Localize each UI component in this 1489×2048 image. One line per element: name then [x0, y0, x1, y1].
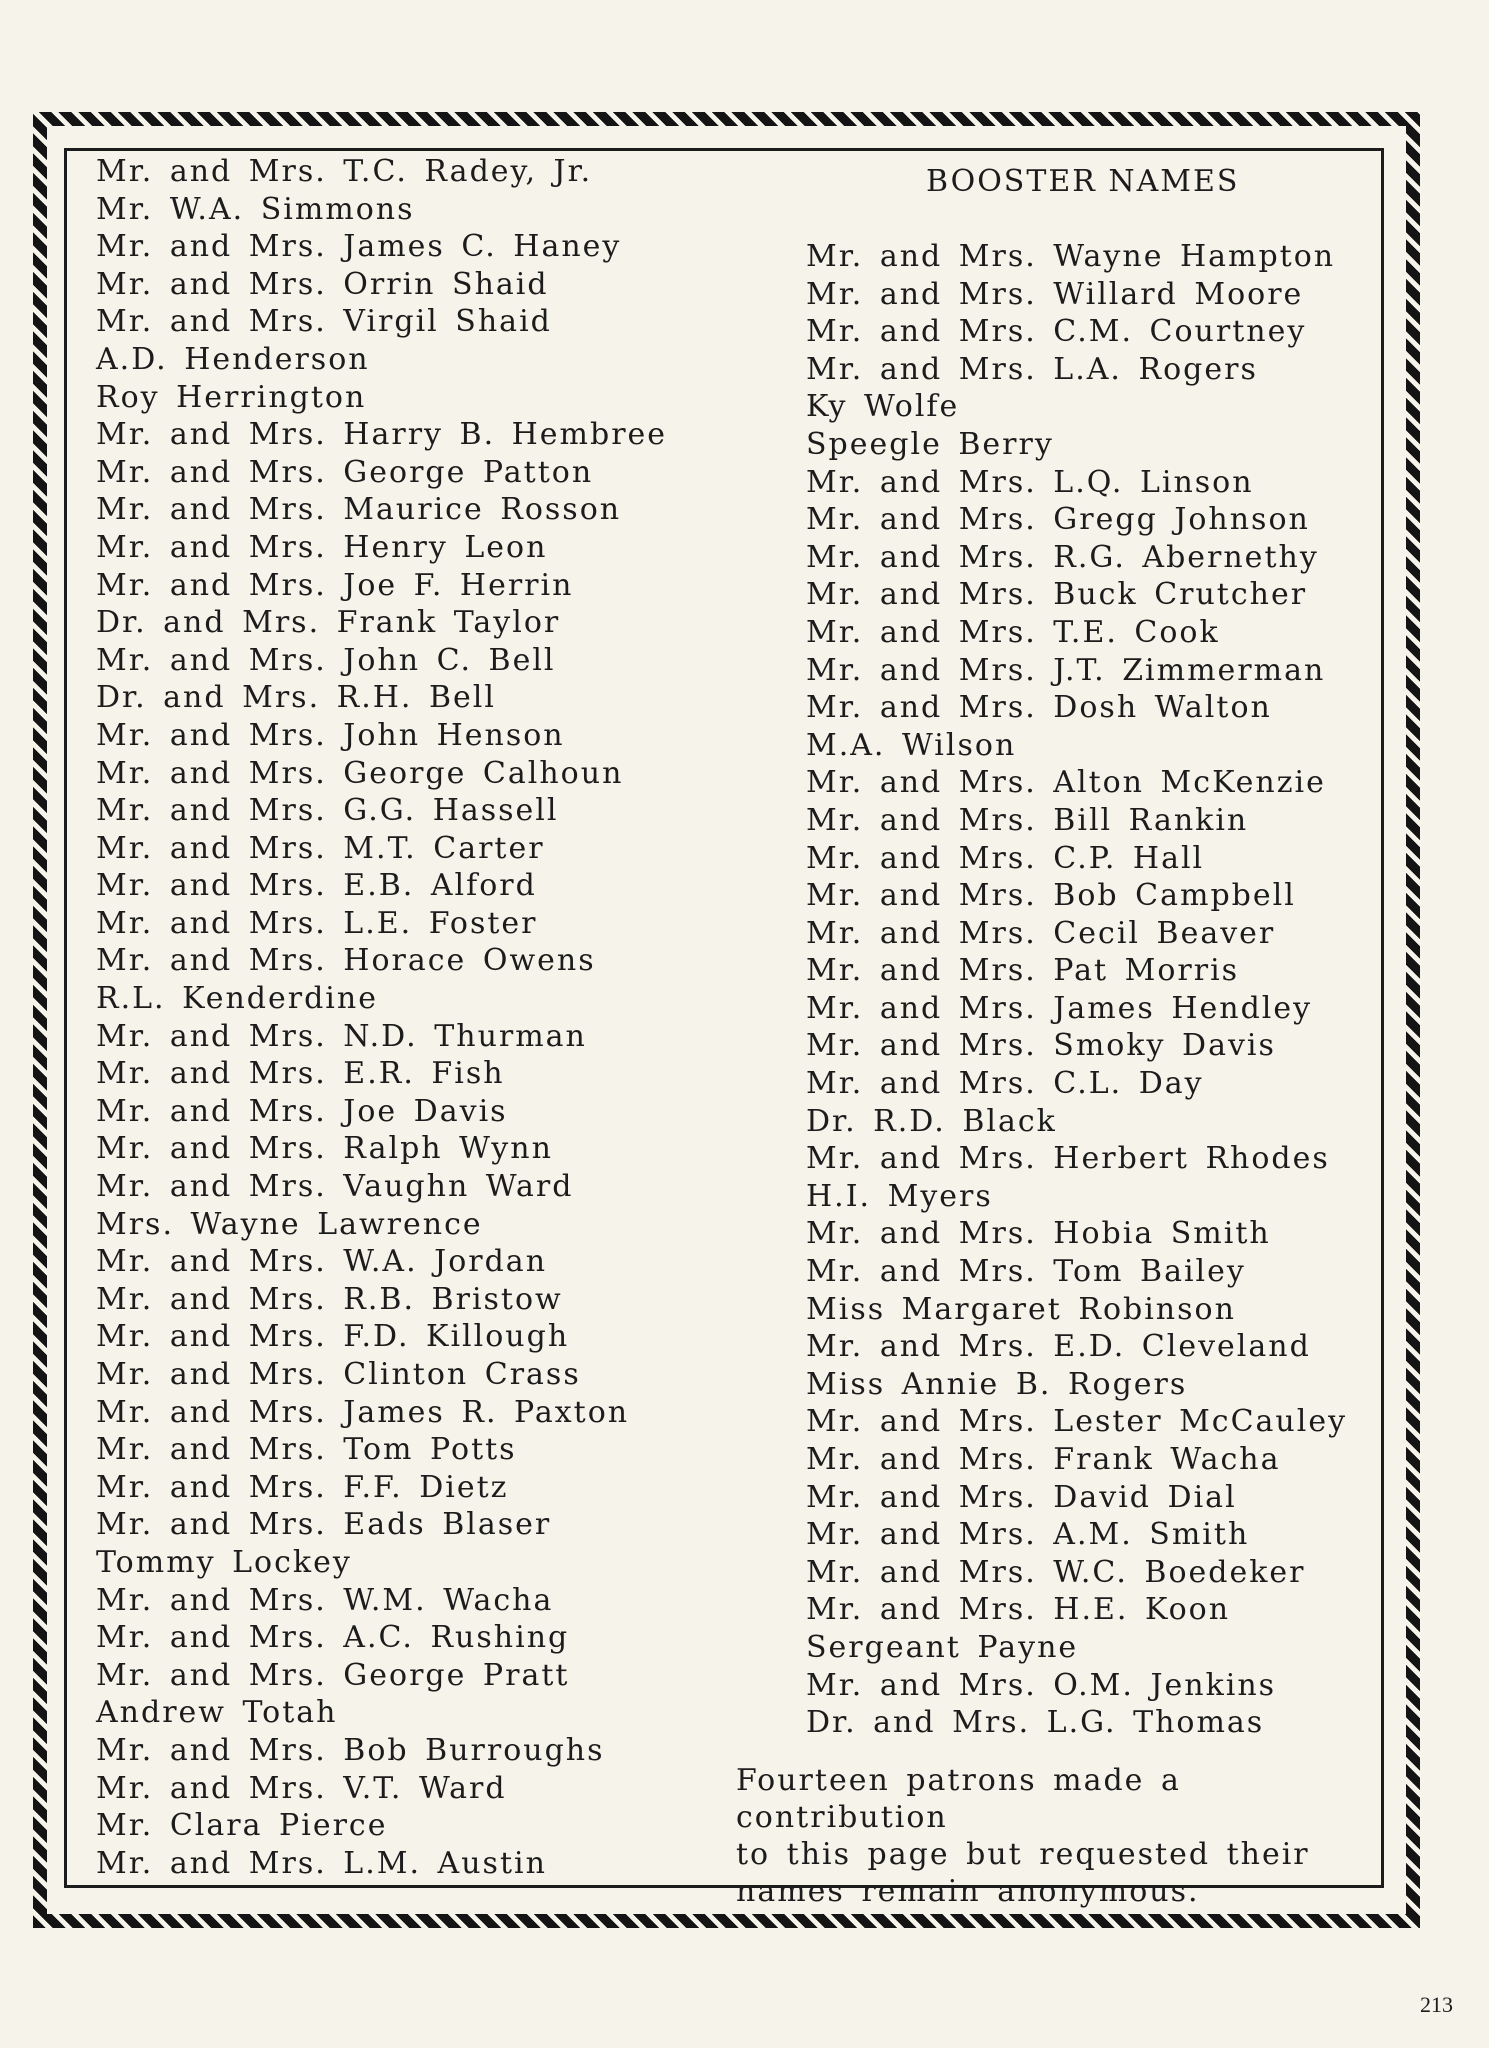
name-line: Mr. and Mrs. C.P. Hall [806, 840, 1205, 876]
name-line: Mr. and Mrs. W.A. Jordan [96, 1244, 548, 1280]
name-line: Mr. and Mrs. T.C. Radey, Jr. [96, 154, 593, 189]
name-line: Mr. and Mrs. L.E. Foster [96, 905, 538, 941]
name-line: Mr. and Mrs. Bob Burroughs [96, 1732, 605, 1768]
name-line: Mr. and Mrs. Smoky Davis [806, 1028, 1276, 1064]
note-line: to this page but requested their [736, 1837, 1310, 1872]
name-line: Mr. and Mrs. Pat Morris [806, 953, 1240, 989]
name-line: R.L. Kenderdine [96, 981, 378, 1017]
name-line: Mr. and Mrs. Gregg Johnson [806, 502, 1310, 538]
name-line: Dr. and Mrs. R.H. Bell [96, 680, 496, 716]
name-line: Dr. and Mrs. Frank Taylor [96, 605, 561, 641]
name-line: Miss Margaret Robinson [806, 1291, 1236, 1327]
name-line: Mr. and Mrs. Buck Crutcher [806, 577, 1308, 613]
name-line: Mr. and Mrs. W.M. Wacha [96, 1582, 554, 1618]
anonymous-patrons-note [736, 1762, 1376, 1910]
name-line: Mr. and Mrs. F.D. Killough [96, 1319, 570, 1355]
name-line: Mr. and Mrs. Orrin Shaid [96, 266, 549, 302]
name-line: A.D. Henderson [96, 341, 370, 377]
name-line: Mr. and Mrs. O.M. Jenkins [806, 1667, 1277, 1703]
name-line: Sergeant Payne [806, 1629, 1079, 1665]
name-line: Mr. and Mrs. Cecil Beaver [806, 915, 1276, 951]
name-line: Mr. and Mrs. M.T. Carter [96, 830, 545, 866]
name-line: Mr. and Mrs. Bob Campbell [806, 878, 1296, 914]
name-line: Mr. and Mrs. W.C. Boedeker [806, 1554, 1306, 1590]
name-line: Mr. and Mrs. George Patton [96, 454, 594, 490]
name-line: Mr. and Mrs. Ralph Wynn [96, 1131, 553, 1167]
name-line: Mr. and Mrs. James R. Paxton [96, 1394, 630, 1430]
name-line: Speegle Berry [806, 426, 1054, 462]
right-name-column [806, 238, 1366, 1742]
name-line: Mr. and Mrs. Joe F. Herrin [96, 567, 574, 603]
name-line: Mr. Clara Pierce [96, 1808, 388, 1844]
name-line: Mr. and Mrs. V.T. Ward [96, 1770, 507, 1806]
name-line: Mr. and Mrs. T.E. Cook [806, 614, 1220, 650]
name-line: Mr. and Mrs. L.M. Austin [96, 1845, 547, 1881]
name-line: Mr. and Mrs. Alton McKenzie [806, 765, 1326, 801]
note-line: names remain anonymous. [736, 1874, 1200, 1909]
name-line: Mr. and Mrs. George Calhoun [96, 755, 624, 791]
name-line: Dr. R.D. Black [806, 1103, 1057, 1139]
name-line: Mr. and Mrs. Tom Potts [96, 1432, 517, 1468]
name-line: Tommy Lockey [96, 1544, 352, 1580]
name-line: Mr. and Mrs. Tom Bailey [806, 1254, 1246, 1290]
name-line: Mr. and Mrs. Harry B. Hembree [96, 417, 668, 453]
name-line: Mr. and Mrs. James C. Haney [96, 229, 622, 265]
name-line: Mr. and Mrs. Clinton Crass [96, 1357, 581, 1392]
page-number: 213 [1420, 1992, 1453, 2017]
note-line: Fourteen patrons made a contribution [736, 1763, 1181, 1835]
name-line: Mr. and Mrs. Herbert Rhodes [806, 1141, 1330, 1177]
name-line: Mr. and Mrs. Dosh Walton [806, 690, 1272, 726]
name-line: Mr. and Mrs. L.Q. Linson [806, 464, 1254, 500]
name-line: Mr. and Mrs. F.F. Dietz [96, 1469, 509, 1505]
name-line: Miss Annie B. Rogers [806, 1366, 1188, 1402]
name-line: Roy Herrington [96, 379, 367, 415]
name-line: Mr. and Mrs. James Hendley [806, 990, 1313, 1026]
name-line: Mr. and Mrs. A.C. Rushing [96, 1620, 570, 1656]
name-line: Mr. and Mrs. George Pratt [96, 1657, 570, 1693]
name-line: Mr. and Mrs. David Dial [806, 1479, 1237, 1515]
name-line: Mr. and Mrs. E.B. Alford [96, 868, 537, 904]
name-line: Mr. and Mrs. Willard Moore [806, 276, 1304, 312]
name-line: Mr. and Mrs. Eads Blaser [96, 1507, 552, 1543]
name-line: Mr. and Mrs. Joe Davis [96, 1093, 508, 1129]
name-line: Mr. and Mrs. C.L. Day [806, 1066, 1204, 1102]
name-line: Mr. and Mrs. Virgil Shaid [96, 304, 552, 340]
name-line: M.A. Wilson [806, 727, 1017, 763]
name-line: Mr. and Mrs. John Henson [96, 717, 565, 753]
name-line: Mr. and Mrs. A.M. Smith [806, 1517, 1250, 1553]
name-line: Mr. and Mrs. Frank Wacha [806, 1442, 1281, 1477]
name-line: Mr. and Mrs. Hobia Smith [806, 1216, 1271, 1252]
page-title: BOOSTER NAMES [926, 164, 1240, 199]
name-line: H.I. Myers [806, 1178, 993, 1214]
name-line: Dr. and Mrs. L.G. Thomas [806, 1705, 1265, 1741]
name-line: Mr. and Mrs. H.E. Koon [806, 1592, 1231, 1628]
name-line: Mr. and Mrs. E.D. Cleveland [806, 1329, 1311, 1365]
name-line: Mr. and Mrs. Wayne Hampton [806, 239, 1336, 274]
name-line: Mr. and Mrs. J.T. Zimmerman [806, 652, 1326, 688]
name-line: Mr. and Mrs. N.D. Thurman [96, 1018, 587, 1054]
name-line: Mr. and Mrs. Maurice Rosson [96, 492, 622, 528]
name-line: Mr. and Mrs. Bill Rankin [806, 802, 1249, 838]
name-line: Mr. and Mrs. L.A. Rogers [806, 351, 1258, 387]
name-line: Mr. W.A. Simmons [96, 191, 415, 227]
name-line: Mr. and Mrs. E.R. Fish [96, 1056, 505, 1092]
name-line: Mr. and Mrs. R.G. Abernethy [806, 539, 1319, 575]
name-line: Mr. and Mrs. G.G. Hassell [96, 793, 559, 829]
name-line: Mr. and Mrs. Henry Leon [96, 529, 548, 565]
name-line: Mr. and Mrs. Horace Owens [96, 943, 596, 979]
left-name-column [96, 153, 716, 1882]
name-line: Mrs. Wayne Lawrence [96, 1206, 483, 1242]
name-line: Mr. and Mrs. Vaughn Ward [96, 1169, 574, 1205]
name-line: Ky Wolfe [806, 389, 960, 425]
name-line: Andrew Totah [96, 1695, 338, 1731]
name-line: Mr. and Mrs. Lester McCauley [806, 1404, 1348, 1440]
name-line: Mr. and Mrs. R.B. Bristow [96, 1281, 563, 1317]
name-line: Mr. and Mrs. John C. Bell [96, 642, 556, 678]
name-line: Mr. and Mrs. C.M. Courtney [806, 314, 1307, 350]
